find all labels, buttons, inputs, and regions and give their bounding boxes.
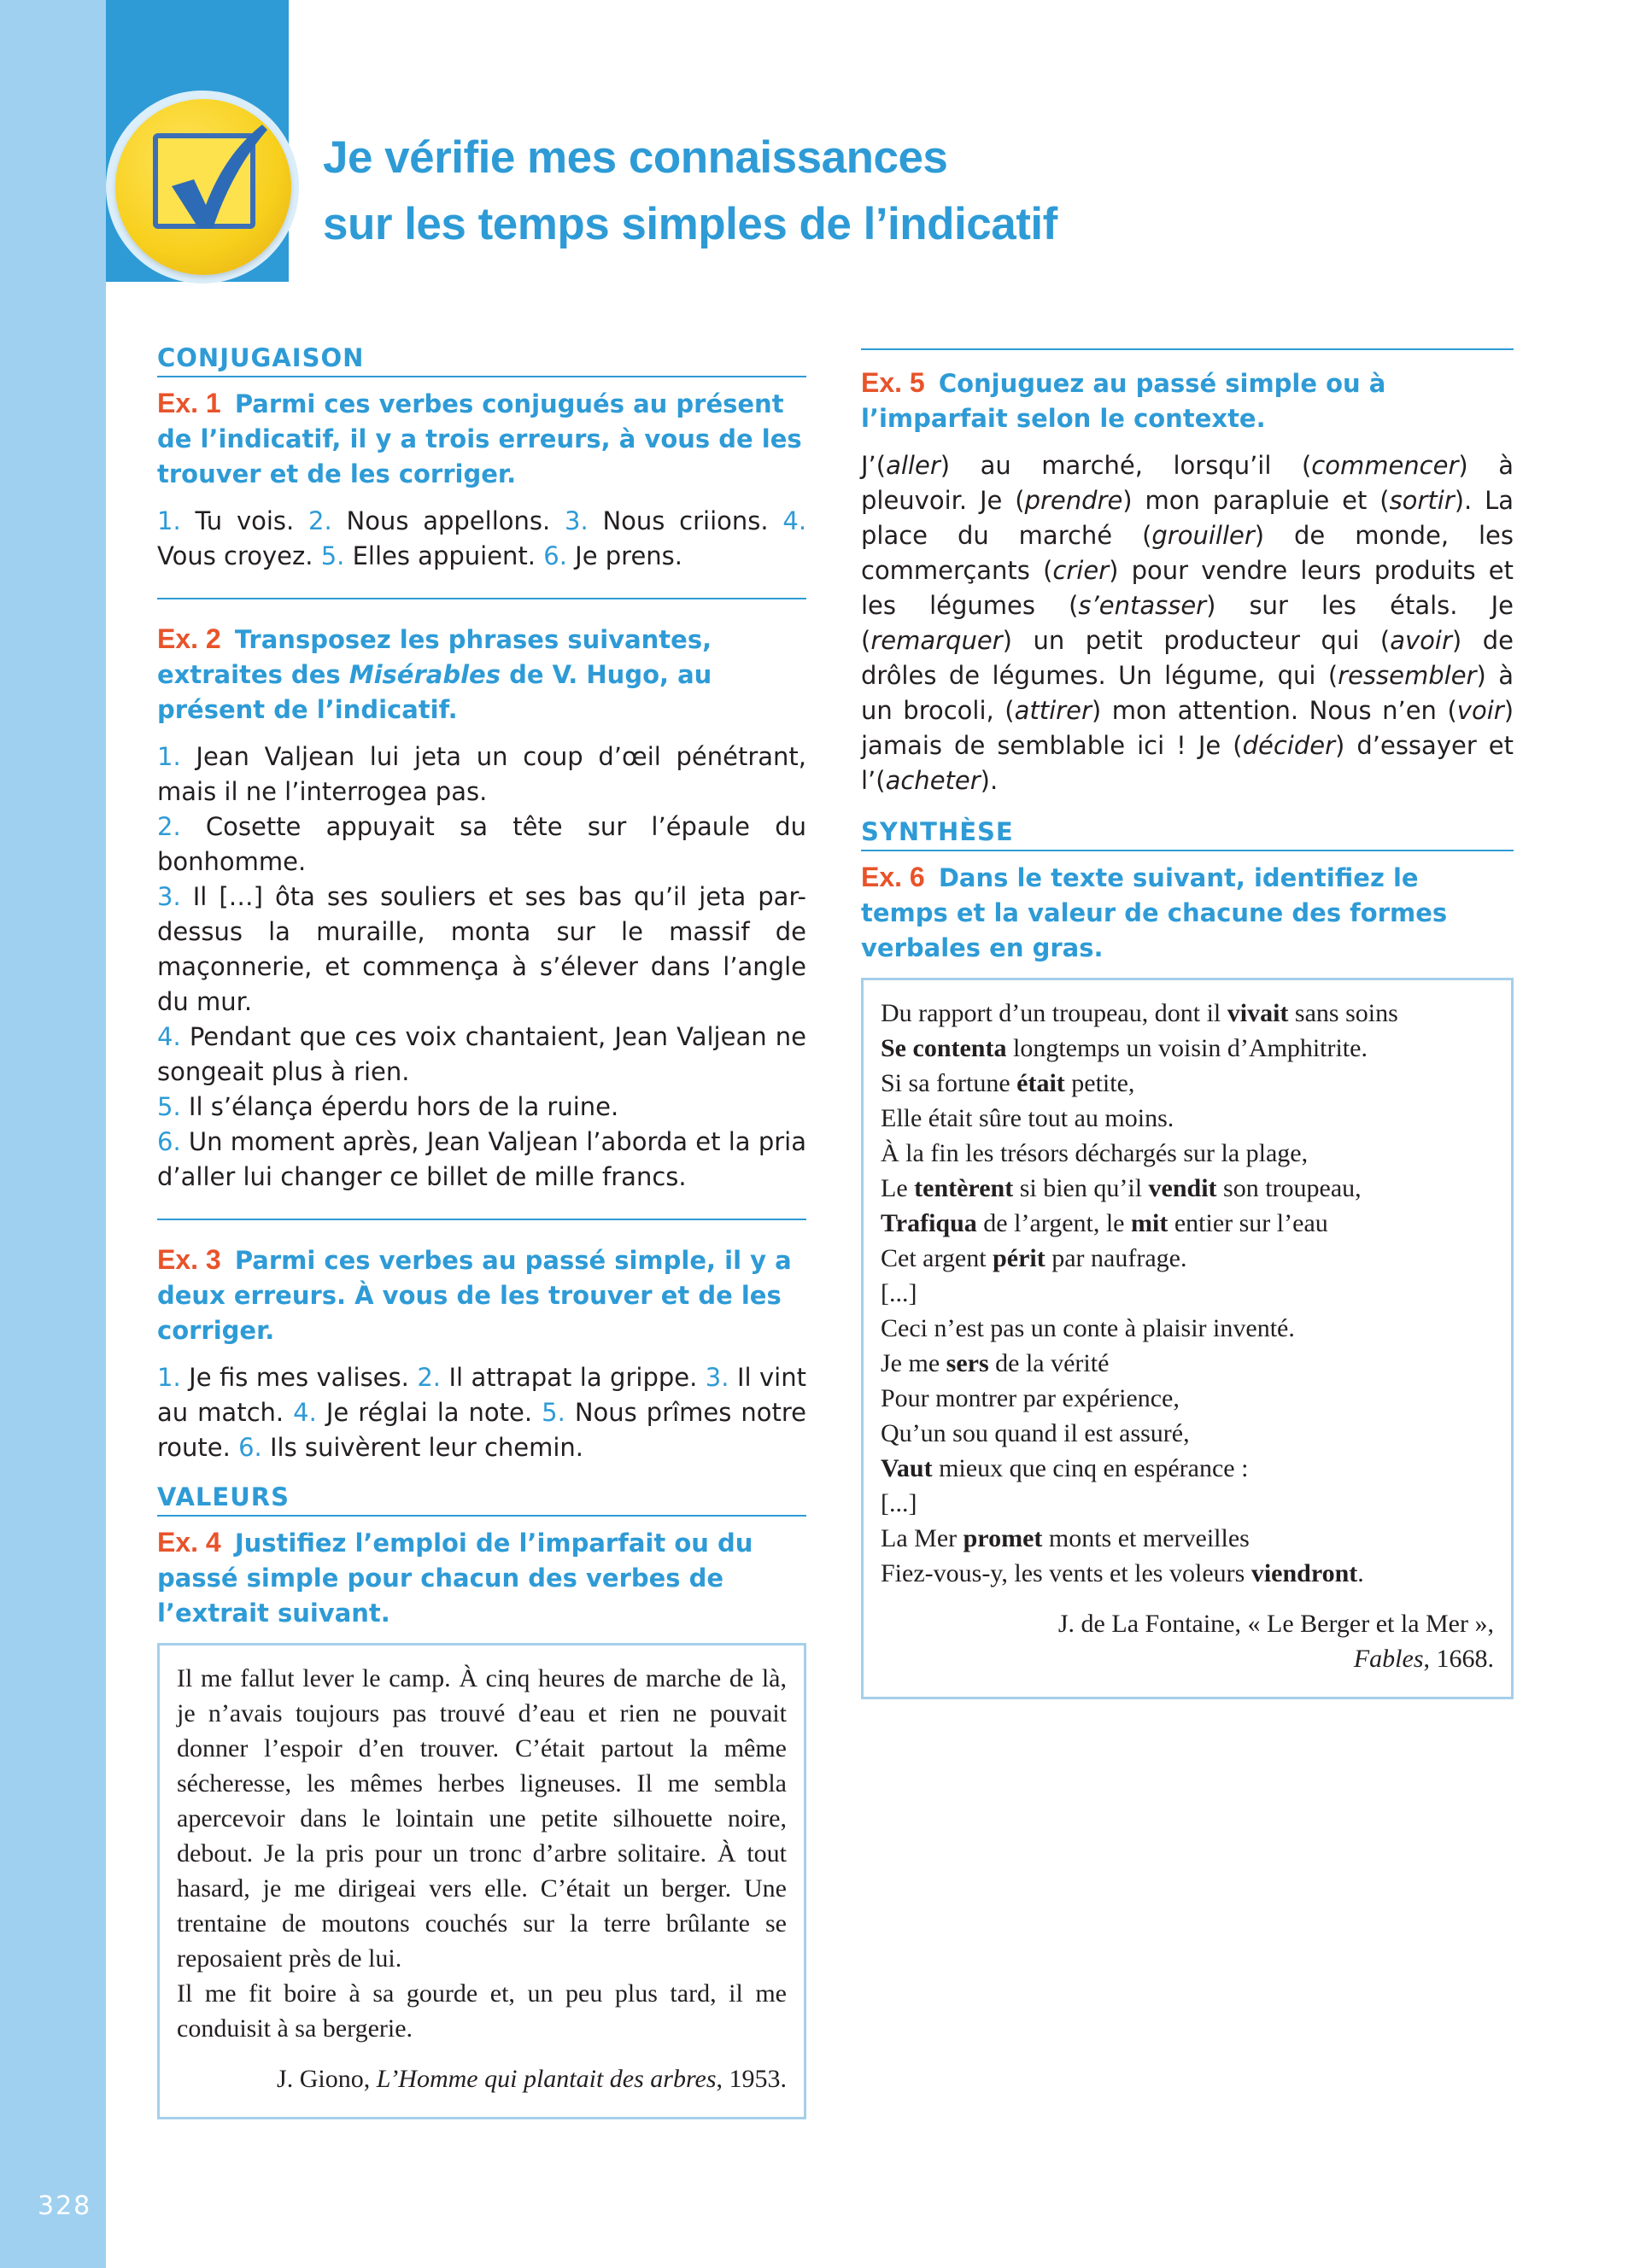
poem-line xyxy=(881,1241,1494,1276)
text-part: longtemps un voisin d’Amphitrite. xyxy=(1006,1034,1368,1062)
text-part: ) de monde, les commerçants ( xyxy=(861,521,1514,585)
poem-line xyxy=(881,1416,1494,1451)
text-part: sans soins xyxy=(1288,999,1398,1027)
exercise-instruction xyxy=(861,860,1514,966)
poem-line xyxy=(881,1346,1494,1381)
infinitive-verb: voir xyxy=(1456,696,1504,725)
source-title: L’Homme qui plantait des arbres xyxy=(376,2065,717,2093)
poem-line xyxy=(881,1206,1494,1241)
text-part: Pour montrer par expérience, xyxy=(881,1384,1180,1412)
text-part: de la vérité xyxy=(988,1349,1110,1377)
list-item xyxy=(157,739,806,810)
exercise-4 xyxy=(157,1525,806,2119)
item-number: 1. xyxy=(157,506,181,535)
item-text: Jean Valjean lui jeta un coup d’œil pénétrant, mais il ne l’interrogea pas. xyxy=(157,742,807,806)
bold-verb: vendit xyxy=(1148,1174,1217,1202)
text-part: ) au marché, lorsqu’il ( xyxy=(940,451,1312,480)
item-number: 6. xyxy=(238,1433,262,1462)
item-text: Je réglai la note. xyxy=(325,1398,533,1427)
poem-line xyxy=(881,1066,1494,1101)
text-part: de l’argent, le xyxy=(976,1209,1132,1237)
instruction-part: Transposez les phrases suivantes, extraites des xyxy=(157,625,712,689)
item-number: 3. xyxy=(565,506,589,535)
poem-line xyxy=(881,1556,1494,1591)
exercise-number: Ex. 1 xyxy=(157,388,221,418)
text-part: par naufrage. xyxy=(1045,1244,1187,1272)
bold-verb: périt xyxy=(993,1244,1046,1272)
item-text: Elles appuient. xyxy=(352,541,536,570)
infinitive-verb: s’entasser xyxy=(1078,591,1207,620)
item-text: Il s’élança éperdu hors de la ruine. xyxy=(188,1092,619,1121)
title-line-2: sur les temps simples de l’indicatif xyxy=(323,199,1057,249)
left-column xyxy=(157,342,806,2119)
item-number: 6. xyxy=(543,541,567,570)
item-number: 1. xyxy=(157,1363,181,1392)
text-part: Cet argent xyxy=(881,1244,993,1272)
source-year: , 1953. xyxy=(716,2065,787,2093)
item-text: Ils suivèrent leur chemin. xyxy=(269,1433,584,1462)
checkbox-icon xyxy=(153,133,255,229)
extract-source xyxy=(177,2061,787,2096)
item-number: 2. xyxy=(157,812,181,841)
bold-verb: promet xyxy=(963,1524,1043,1552)
divider xyxy=(861,348,1514,350)
page-title xyxy=(323,125,1057,258)
item-text: Nous criions. xyxy=(602,506,769,535)
text-part: ) mon parapluie et ( xyxy=(1122,486,1390,515)
bold-verb: était xyxy=(1016,1069,1065,1097)
item-number: 4. xyxy=(157,1022,181,1051)
item-text: Je prens. xyxy=(575,541,682,570)
item-number: 3. xyxy=(157,882,181,911)
item-number: 5. xyxy=(157,1092,181,1121)
text-part: mieux que cinq en espérance : xyxy=(932,1454,1249,1482)
item-number: 1. xyxy=(157,742,181,771)
text-part: ). xyxy=(980,766,999,795)
poem-line xyxy=(881,1136,1494,1171)
poem-line xyxy=(881,1171,1494,1206)
item-number: 3. xyxy=(705,1363,729,1392)
infinitive-verb: crier xyxy=(1052,556,1110,585)
exercise-2 xyxy=(157,622,806,1195)
poem-line xyxy=(881,1451,1494,1486)
exercise-instruction-text: Parmi ces verbes conjugués au présent de l’indicatif, il y a trois erreurs, à vous de les trouver et de les corriger. xyxy=(157,389,802,488)
section-heading-conjugaison: CONJUGAISON xyxy=(157,342,806,377)
divider xyxy=(157,1219,806,1220)
exercise-number: Ex. 6 xyxy=(861,862,925,892)
bold-verb: Vaut xyxy=(881,1454,933,1482)
text-part: monts et merveilles xyxy=(1042,1524,1250,1552)
exercise-instruction xyxy=(157,622,806,728)
divider xyxy=(157,598,806,599)
exercise-5 xyxy=(861,365,1514,798)
exercise-items xyxy=(157,1360,806,1465)
item-text: Un moment après, Jean Valjean l’aborda et la pria d’aller lui changer ce billet de mille francs. xyxy=(157,1127,806,1191)
checkmark-icon xyxy=(153,116,272,244)
text-part: petite, xyxy=(1064,1069,1135,1097)
source-line: J. de La Fontaine, « Le Berger et la Mer », xyxy=(1057,1610,1494,1638)
title-line-1: Je vérifie mes connaissances xyxy=(323,132,948,183)
text-part: ) mon attention. Nous n’en ( xyxy=(1091,696,1457,725)
text-part: Si sa fortune xyxy=(881,1069,1017,1097)
infinitive-verb: attirer xyxy=(1014,696,1092,725)
item-number: 4. xyxy=(293,1398,317,1427)
instruction-part: de V. Hugo, au présent de l’indicatif. xyxy=(157,660,712,724)
text-part: J’( xyxy=(861,451,887,480)
text-part: Qu’un sou quand il est assuré, xyxy=(881,1419,1190,1447)
bold-verb: Se contenta xyxy=(881,1034,1007,1062)
exercise-number: Ex. 2 xyxy=(157,623,221,654)
text-part: ) d’essayer et l’( xyxy=(861,731,1514,795)
text-part: son troupeau, xyxy=(1216,1174,1362,1202)
poem-line xyxy=(881,1276,1494,1311)
exercise-instruction xyxy=(157,386,806,492)
item-text: Il vint au match. xyxy=(157,1363,806,1427)
text-part: ) sur les étals. Je ( xyxy=(861,591,1514,655)
exercise-instruction-text: Parmi ces verbes au passé simple, il y a deux erreurs. À vous de les trouver et de les corriger. xyxy=(157,1246,792,1345)
exercise-1 xyxy=(157,386,806,574)
text-part: ) de drôles de légumes. Un légume, qui ( xyxy=(861,626,1514,690)
infinitive-verb: aller xyxy=(886,451,940,480)
list-item xyxy=(157,1125,806,1195)
exercise-instruction-text: Conjuguez au passé simple ou à l’imparfait selon le contexte. xyxy=(861,369,1386,433)
poem-lines xyxy=(881,996,1494,1591)
item-text: Il attrapat la grippe. xyxy=(448,1363,698,1392)
list-item xyxy=(157,880,806,1020)
text-part: ) pour vendre leurs produits et les légumes ( xyxy=(861,556,1514,620)
poem-box xyxy=(861,978,1514,1699)
list-item xyxy=(157,1090,806,1125)
exercise-number: Ex. 5 xyxy=(861,367,925,398)
source-line xyxy=(881,1641,1494,1676)
exercise-3 xyxy=(157,1242,806,1465)
exercise-instruction xyxy=(157,1242,806,1348)
exercise-number: Ex. 3 xyxy=(157,1244,221,1275)
book-title: Misérables xyxy=(348,660,501,689)
text-part: Le xyxy=(881,1174,915,1202)
item-text: Je fis mes valises. xyxy=(189,1363,409,1392)
bold-verb: Trafiqua xyxy=(881,1209,977,1237)
poem-line xyxy=(881,1486,1494,1521)
extract-box xyxy=(157,1643,806,2119)
infinitive-verb: acheter xyxy=(885,766,981,795)
exercise-text xyxy=(861,448,1514,798)
list-item xyxy=(157,1020,806,1090)
item-text: Nous appellons. xyxy=(346,506,551,535)
page-number: 328 xyxy=(38,2191,92,2221)
text-part: [...] xyxy=(881,1279,917,1307)
exercise-number: Ex. 4 xyxy=(157,1527,221,1558)
text-part: Je me xyxy=(881,1349,946,1377)
poem-line xyxy=(881,1101,1494,1136)
source-author: J. Giono, xyxy=(277,2065,377,2093)
text-part: Du rapport d’un troupeau, dont il xyxy=(881,999,1227,1027)
text-part: À la fin les trésors déchargés sur la plage, xyxy=(881,1139,1309,1167)
item-number: 5. xyxy=(320,541,345,570)
text-part: ) à pleuvoir. Je ( xyxy=(861,451,1514,515)
list-item xyxy=(157,810,806,880)
poem-line xyxy=(881,1031,1494,1066)
exercise-6 xyxy=(861,860,1514,1699)
infinitive-verb: avoir xyxy=(1390,626,1452,655)
exercise-instruction-text: Justifiez l’emploi de l’imparfait ou du passé simple pour chacun des verbes de l’extrait suivant. xyxy=(157,1529,753,1628)
section-heading-valeurs: VALEURS xyxy=(157,1481,806,1517)
infinitive-verb: décider xyxy=(1242,731,1336,760)
poem-source xyxy=(881,1606,1494,1676)
poem-line xyxy=(881,1311,1494,1346)
exercise-instruction xyxy=(861,365,1514,436)
right-column xyxy=(861,342,1514,1699)
poem-line xyxy=(881,1381,1494,1416)
text-part: entier sur l’eau xyxy=(1168,1209,1328,1237)
bold-verb: mit xyxy=(1131,1209,1168,1237)
exercise-instruction-text: Dans le texte suivant, identifiez le temps et la valeur de chacune des formes verbales en gras. xyxy=(861,863,1448,962)
text-part: . xyxy=(1357,1559,1364,1587)
item-text: Il […] ôta ses souliers et ses bas qu’il jeta par-dessus la muraille, monta sur le massif de maçonnerie, et commença à s’élever dans l’angle du mur. xyxy=(157,882,806,1016)
extract-paragraph: Il me fallut lever le camp. À cinq heures de marche de là, je n’avais toujours pas trouvé d’eau et rien ne pouvait donner l’espoir d’en trouver. C’était partout la même sécheresse, les mêmes herbes ligneuses. Il me sembla apercevoir dans le lointain une petite silhouette noire, debout. Je la pris pour un tronc d’arbre solitaire. À tout hasard, je me dirigeai vers elle. C’était un berger. Une trentaine de moutons couchés sur la terre brûlante se reposaient près de lui. xyxy=(177,1664,787,1973)
infinitive-verb: sortir xyxy=(1389,486,1455,515)
item-number: 6. xyxy=(157,1127,181,1156)
text-part: ) à un brocoli, ( xyxy=(861,661,1514,725)
exercise-items xyxy=(157,504,806,574)
text-part: ) un petit producteur qui ( xyxy=(1002,626,1391,655)
text-part: La Mer xyxy=(881,1524,964,1552)
extract-paragraph: Il me fit boire à sa gourde et, un peu plus tard, il me conduisit à sa bergerie. xyxy=(177,1979,787,2043)
item-text: Nous prîmes notre route. xyxy=(157,1398,807,1462)
bold-verb: tentèrent xyxy=(914,1174,1014,1202)
bold-verb: vivait xyxy=(1227,999,1289,1027)
source-title: Fables xyxy=(1353,1645,1424,1673)
text-part: ). La place du marché ( xyxy=(861,486,1514,550)
text-part: [...] xyxy=(881,1489,917,1517)
infinitive-verb: prendre xyxy=(1024,486,1123,515)
section-heading-synthese: SYNTHÈSE xyxy=(861,815,1514,851)
poem-line xyxy=(881,996,1494,1031)
bold-verb: sers xyxy=(946,1349,989,1377)
source-year: , 1668. xyxy=(1423,1645,1494,1673)
item-text: Cosette appuyait sa tête sur l’épaule du bonhomme. xyxy=(157,812,806,876)
item-number: 2. xyxy=(417,1363,441,1392)
text-part: ) jamais de semblable ici ! Je ( xyxy=(861,696,1514,760)
item-text: Tu vois. xyxy=(195,506,295,535)
infinitive-verb: commencer xyxy=(1311,451,1459,480)
item-number: 2. xyxy=(308,506,332,535)
item-number: 4. xyxy=(782,506,807,535)
text-part: Ceci n’est pas un conte à plaisir inventé. xyxy=(881,1314,1295,1342)
bold-verb: viendront xyxy=(1250,1559,1358,1587)
infinitive-verb: grouiller xyxy=(1151,521,1255,550)
text-part: si bien qu’il xyxy=(1013,1174,1149,1202)
text-part: Elle était sûre tout au moins. xyxy=(881,1104,1174,1132)
exercise-items xyxy=(157,739,806,1195)
text-part: Fiez-vous-y, les vents et les voleurs xyxy=(881,1559,1251,1587)
exercise-instruction xyxy=(157,1525,806,1631)
item-text: Pendant que ces voix chantaient, Jean Valjean ne songeait plus à rien. xyxy=(157,1022,807,1086)
infinitive-verb: ressembler xyxy=(1338,661,1477,690)
item-number: 5. xyxy=(542,1398,565,1427)
page-sidebar xyxy=(0,0,106,2268)
infinitive-verb: remarquer xyxy=(870,626,1003,655)
item-text: Vous croyez. xyxy=(157,541,313,570)
poem-line xyxy=(881,1521,1494,1556)
